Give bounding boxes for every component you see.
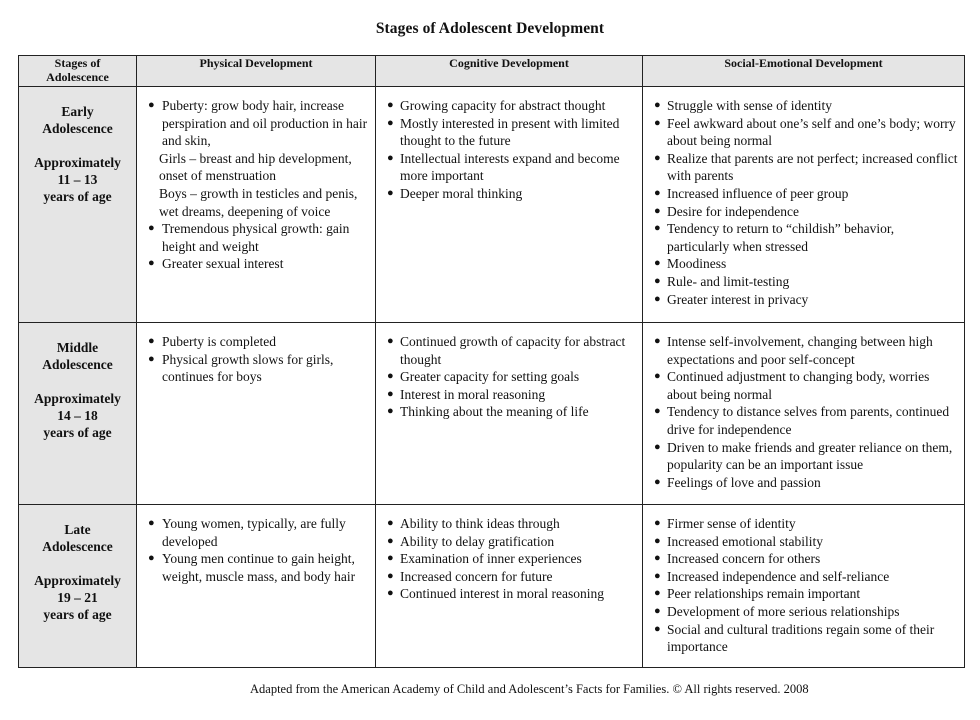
physical-list [137,323,375,386]
cognitive-list-item [376,403,636,421]
physical-list-item-text: Tremendous physical growth: gain height and weight [162,221,350,254]
stage-age-line: Approximately [34,391,121,406]
stage-cell [19,87,137,323]
stage-name-line: Adolescence [42,357,113,372]
social-list-item-text: Moodiness [667,256,727,272]
bullet-icon: ● [387,186,394,199]
social-list-item [643,403,958,438]
bullet-icon: ● [148,99,155,111]
bullet-icon: ● [148,335,155,347]
social-list-item [643,550,958,568]
bullet-icon: ● [654,569,661,582]
cognitive-list-item-text: Continued interest in moral reasoning [400,586,604,602]
social-cell [643,323,965,505]
development-table [18,55,965,668]
physical-list-item-text: Puberty: grow body hair, increase perspiration and oil production in hair and skin, [162,98,368,149]
cognitive-list-item [376,386,636,404]
physical-cell [137,323,376,505]
stage-name-line: Middle [56,340,99,355]
physical-list [137,505,375,585]
social-list-item-text: Tendency to return to “childish” behavior, particularly when stressed [667,221,895,254]
cognitive-list-item-text: Increased concern for future [400,568,553,584]
social-list-item [643,255,958,273]
stage-name-line: Early [61,104,94,119]
cognitive-list-item [376,568,636,586]
social-list-item-text: Social and cultural traditions regain some of their importance [667,621,935,655]
table-body [19,87,965,668]
stage-cell [19,505,137,668]
cognitive-list-item-text: Mostly interested in present with limited thought to the future [400,115,620,149]
social-list-item-text: Increased independence and self-reliance [667,568,890,584]
social-list-item [643,220,958,255]
cognitive-list-item [376,515,636,533]
social-list-item [643,273,958,291]
cognitive-cell [376,87,643,323]
bullet-icon: ● [387,569,394,582]
physical-list-item-text: Young women, typically, are fully developed [162,516,346,549]
physical-list-item [137,185,369,220]
social-list-item [643,439,958,474]
social-list-item-text: Firmer sense of identity [667,516,796,531]
bullet-icon: ● [387,405,394,418]
social-list-item-text: Continued adjustment to changing body, worries about being normal [667,369,930,402]
stage-name-line: Late [64,522,91,537]
bullet-icon: ● [654,222,661,235]
social-list-item-text: Intense self-involvement, changing between high expectations and poor self-concept [667,334,933,367]
social-list-item-text: Feel awkward about one’s self and one’s body; worry about being normal [667,115,956,149]
social-list-item [643,474,958,492]
bullet-icon: ● [654,116,661,129]
social-list-item-text: Desire for independence [667,203,799,219]
physical-list-item-text: Puberty is completed [162,334,276,349]
physical-list [137,87,375,273]
stage-cell [19,323,137,505]
bullet-icon: ● [387,335,394,347]
social-list-item-text: Greater interest in privacy [667,291,809,307]
stage-age-line: years of age [43,607,112,622]
bullet-icon: ● [654,534,661,547]
physical-cell [137,87,376,323]
social-list-item [643,333,958,368]
header-physical: Physical Development [137,56,376,87]
bullet-icon: ● [387,517,394,529]
bullet-icon: ● [654,517,661,529]
cognitive-list [376,323,642,421]
social-list-item [643,185,958,203]
social-list-item [643,203,958,221]
physical-list-item [137,515,369,550]
stage-age-line: years of age [43,189,112,204]
header-stages-label: Stages of Adolescence [46,56,109,84]
social-list-item [643,291,958,309]
bullet-icon: ● [654,257,661,270]
physical-list-item [137,220,369,255]
table-header-row [19,56,965,87]
stage-age-line: years of age [43,425,112,440]
bullet-icon: ● [654,475,661,488]
table-row-middle [19,323,965,505]
bullet-icon: ● [654,622,661,635]
social-list-item-text: Struggle with sense of identity [667,98,832,113]
social-list [643,323,964,491]
header-social: Social-Emotional Development [643,56,965,87]
social-list-item-text: Tendency to distance selves from parents, continued drive for independence [667,404,950,437]
physical-list-item-text: Physical growth slows for girls, continues for boys [162,351,334,385]
bullet-icon: ● [387,99,394,111]
cognitive-list-item [376,368,636,386]
bullet-icon: ● [387,116,394,129]
bullet-icon: ● [654,405,661,418]
social-list-item [643,533,958,551]
header-cognitive: Cognitive Development [376,56,643,87]
bullet-icon: ● [148,257,155,270]
bullet-icon: ● [148,222,155,235]
stage-name [19,103,136,137]
bullet-icon: ● [148,352,155,365]
stage-name-line: Adolescence [42,539,113,554]
bullet-icon: ● [654,335,661,347]
bullet-icon: ● [148,517,155,529]
social-list-item-text: Increased influence of peer group [667,185,849,201]
bullet-icon: ● [654,204,661,217]
bullet-icon: ● [654,604,661,617]
cognitive-list-item [376,185,636,203]
cognitive-cell [376,323,643,505]
social-list-item [643,515,958,533]
stage-age [19,154,136,205]
bullet-icon: ● [654,292,661,305]
physical-list-item-text: Young men continue to gain height, weight, muscle mass, and body hair [162,551,356,584]
stage-name-line: Adolescence [42,121,113,136]
bullet-icon: ● [387,370,394,383]
stage-name [19,521,136,555]
cognitive-list-item [376,333,636,368]
physical-list-item [137,97,369,150]
cognitive-list [376,87,642,203]
table-row-early [19,87,965,323]
stage-age-line: 11 – 13 [57,172,98,187]
physical-list-item-text: Greater sexual interest [162,256,284,272]
social-list-item-text: Increased emotional stability [667,533,823,549]
footer-credit: Adapted from the American Academy of Child and Adolescent’s Facts for Families. © All rights reserved. 2008 [250,682,809,696]
social-list [643,505,964,656]
social-list-item-text: Driven to make friends and greater reliance on them, popularity can be an important issue [667,439,953,473]
cognitive-list-item-text: Interest in moral reasoning [400,386,546,402]
social-list-item-text: Peer relationships remain important [667,586,861,602]
cognitive-list-item-text: Thinking about the meaning of life [400,404,589,420]
social-cell [643,87,965,323]
cognitive-list-item [376,585,636,603]
bullet-icon: ● [654,99,661,111]
cognitive-list-item-text: Continued growth of capacity for abstract thought [400,334,626,367]
bullet-icon: ● [654,552,661,565]
bullet-icon: ● [148,552,155,565]
cognitive-list-item-text: Intellectual interests expand and become more important [400,150,620,184]
cognitive-list-item-text: Growing capacity for abstract thought [400,98,606,113]
physical-cell [137,505,376,668]
stage-age [19,572,136,623]
stage-age-line: Approximately [34,573,121,588]
physical-list-item [137,150,369,185]
social-list-item [643,603,958,621]
bullet-icon: ● [654,587,661,600]
physical-list-item-text: Boys – growth in testicles and penis, wet dreams, deepening of voice [159,185,358,219]
stage-age [19,390,136,441]
page-title: Stages of Adolescent Development [375,20,605,37]
header-stages [19,56,137,87]
social-list-item [643,368,958,403]
social-list-item-text: Development of more serious relationships [667,603,900,619]
cognitive-list-item [376,115,636,150]
physical-list-item [137,333,369,351]
stage-age-line: 19 – 21 [57,590,98,605]
bullet-icon: ● [654,370,661,383]
physical-list-item [137,351,369,386]
cognitive-list [376,505,642,603]
bullet-icon: ● [387,552,394,565]
cognitive-list-item-text: Deeper moral thinking [400,185,523,201]
cognitive-list-item-text: Ability to think ideas through [400,516,560,531]
physical-list-item-text: Girls – breast and hip development, onset of menstruation [159,150,352,184]
bullet-icon: ● [387,534,394,547]
cognitive-list-item [376,533,636,551]
bullet-icon: ● [654,186,661,199]
bullet-icon: ● [654,151,661,164]
bullet-icon: ● [654,440,661,453]
stage-age-line: 14 – 18 [57,408,98,423]
social-list-item-text: Increased concern for others [667,551,821,567]
social-list-item-text: Feelings of love and passion [667,474,821,490]
social-list-item [643,115,958,150]
social-cell [643,505,965,668]
cognitive-list-item-text: Examination of inner experiences [400,551,582,567]
stage-name [19,339,136,373]
social-list [643,87,964,308]
cognitive-list-item [376,150,636,185]
bullet-icon: ● [387,151,394,164]
social-list-item [643,621,958,656]
social-list-item [643,97,958,115]
social-list-item [643,585,958,603]
cognitive-list-item-text: Greater capacity for setting goals [400,369,580,385]
table-row-late [19,505,965,668]
bullet-icon: ● [654,274,661,287]
cognitive-cell [376,505,643,668]
social-list-item [643,150,958,185]
bullet-icon: ● [387,387,394,400]
social-list-item [643,568,958,586]
cognitive-list-item-text: Ability to delay gratification [400,533,555,549]
physical-list-item [137,255,369,273]
social-list-item-text: Realize that parents are not perfect; increased conflict with parents [667,150,958,184]
social-list-item-text: Rule- and limit-testing [667,273,790,289]
stage-age-line: Approximately [34,155,121,170]
cognitive-list-item [376,550,636,568]
bullet-icon: ● [387,587,394,600]
cognitive-list-item [376,97,636,115]
physical-list-item [137,550,369,585]
